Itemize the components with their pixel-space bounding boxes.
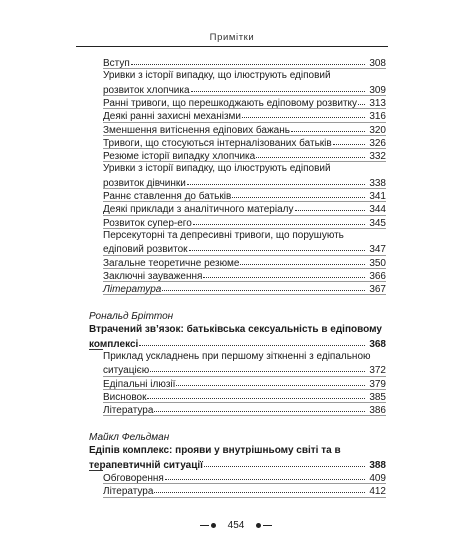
dot-leader [176,376,365,386]
toc-entry-text: Раннє ставлення до батьків [103,191,232,202]
dot-leader [358,95,365,105]
page-ref: 313 [369,97,386,109]
dot-leader [295,201,366,211]
toc-entry-line [103,56,386,69]
page-ref: 350 [369,257,386,269]
toc-entry-line [103,377,386,390]
toc-entry-text: Деякі приклади з аналітичного матеріалу [103,204,294,216]
entry-underline [103,415,386,416]
toc-entry-text: Обговорення [103,472,164,484]
dot-leader [165,470,365,480]
page-ref: 316 [369,111,386,123]
toc-entry-text: Вступ [103,58,130,69]
toc-entry-line [103,83,386,96]
chapter-title-text: комплексі [89,338,139,350]
page-ref: 332 [369,151,386,163]
toc-entry-line [103,162,331,175]
toc-entry-line [103,123,386,136]
page-ref: 372 [369,365,386,377]
running-header-title: Примітки [209,32,255,43]
toc-entry-text: Резюме історії випадку хлопчика [103,151,256,163]
toc-entry-text: Приклад ускладнень при першому зіткненні з едіпальною [103,350,371,362]
dot-leader [232,188,365,198]
dot-leader [240,255,365,265]
chapter-title-line [89,444,341,457]
dot-leader [147,389,365,399]
page-ref: 344 [369,204,386,216]
dot-leader [131,55,365,65]
toc-entry-line [103,256,386,269]
footer-dash-left [200,525,209,526]
toc-entry-text: ситуацією [103,365,150,377]
toc-entry-text: Зменшення витіснення едіпових бажань [103,124,290,136]
dot-leader [203,268,365,278]
dot-leader [162,281,365,291]
page-ref: 388 [369,459,386,471]
page-ref: 320 [369,124,386,136]
title-underline [89,349,103,350]
page-ref: 379 [369,378,386,390]
entry-underline [103,294,386,295]
toc-entry-text: едіповий розвиток [103,244,188,256]
toc-entry-text: Тривоги, що стосуються інтерналізованих батьків [103,137,332,149]
page-ref: 409 [369,472,386,484]
chapter-title-line [89,323,382,336]
toc-entry-text: Література [103,284,162,296]
dot-leader [242,108,365,118]
footer-dot-left [211,523,216,528]
author-name: Майкл Фельдман [89,432,170,443]
page-ref: 326 [369,137,386,149]
page-number: 454 [227,520,245,531]
toc-entry-line [103,363,386,376]
author-name: Рональд Бріттон [89,311,174,322]
dot-leader [191,82,365,92]
page-ref: 385 [369,391,386,403]
footer-dash-right [263,525,272,526]
toc-entry-line [103,189,386,202]
entry-underline [103,497,386,498]
toc-entry-text: Уривки з історії випадку, що ілюструють едіповий [103,163,331,175]
footer-dot-right [256,523,261,528]
toc-entry-line [103,229,344,242]
toc-entry-line [103,202,386,215]
toc-entry-line [103,242,386,255]
toc-entry-line [103,149,386,162]
page-ref: 345 [369,217,386,229]
page-ref: 341 [369,191,386,202]
dot-leader [187,175,365,185]
page-ref: 366 [369,270,386,282]
toc-entry-text: Заключні зауваження [103,270,203,282]
dot-leader [256,148,365,158]
title-underline [89,470,103,471]
page-ref: 309 [369,84,386,96]
toc-entry-text: Ранні тривоги, що перешкоджають едіповому розвитку [103,97,358,109]
page-ref: 338 [369,177,386,189]
page-ref: 367 [369,284,386,296]
chapter-title-text: Едіпів комплекс: прояви у внутрішньому світі та в [89,445,341,457]
dot-leader [291,122,365,132]
page-ref: 386 [369,405,386,417]
toc-entry-text: Уривки з історії випадку, що ілюструють едіповий [103,70,331,82]
page-footer [0,519,472,532]
toc-entry-line [103,216,386,229]
running-header [76,32,388,47]
toc-entry-text: Розвиток супер-его [103,217,192,229]
dot-leader [150,362,365,372]
page-ref: 308 [369,58,386,69]
toc-entry-line [103,282,386,295]
chapter-title-line [89,337,386,350]
toc-entry-line [103,403,386,416]
dot-leader [154,402,365,412]
toc-entry-text: Висновок [103,391,147,403]
toc-entry-text: розвиток хлопчика [103,84,190,96]
toc-entry-text: Загальне теоретичне резюме [103,257,240,269]
toc-entry-line [103,136,386,149]
page-ref: 368 [369,338,386,350]
chapter-title-text: Втрачений зв’язок: батьківська сексуальність в едіповому [89,324,382,336]
toc-entry-line [103,109,386,122]
dot-leader [333,135,365,145]
toc-entry-line [103,96,386,109]
toc-entry-line [103,69,331,82]
dot-leader [189,241,365,251]
toc-entry-text: Едіпальні ілюзії [103,378,176,390]
chapter-title-line [89,458,386,471]
toc-entry-text: Література [103,405,154,417]
toc-entry-text: розвиток дівчинки [103,177,186,189]
toc-entry-line [103,390,386,403]
toc-entry-line [103,176,386,189]
toc-entry-text: Персекуторні та депресивні тривоги, що порушують [103,229,344,241]
dot-leader [139,336,365,346]
chapter-title-text: терапевтичній ситуації [89,459,203,471]
toc-entry-line [103,350,371,363]
toc-entry-line [103,484,386,497]
dot-leader [193,215,365,225]
page-ref: 412 [369,486,386,498]
page-ref: 347 [369,244,386,256]
toc-entry-text: Література [103,486,154,498]
toc-entry-line [103,471,386,484]
toc-entry-text: Деякі ранні захисні механізми [103,111,242,123]
dot-leader [154,483,365,493]
dot-leader [204,457,365,467]
toc-entry-line [103,269,386,282]
